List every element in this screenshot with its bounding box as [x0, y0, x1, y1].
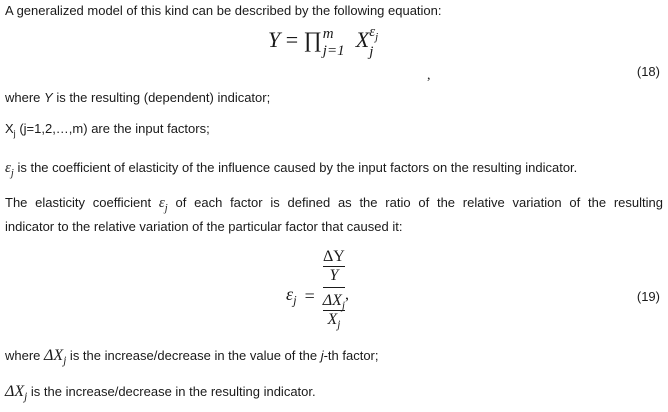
y-variable: Y [44, 90, 53, 105]
eq19-trailing-comma: , [345, 286, 350, 303]
x-factors-line: $X_j$ (j=1,2,…,m) are the input factors; [5, 121, 210, 139]
eq18-product-symbol: ∏ [303, 27, 322, 52]
eq18-lhs: Y [268, 27, 281, 52]
eq19-equals: = [304, 286, 315, 306]
eq19-y-denominator: Y [323, 266, 345, 285]
eq18-equals: = [285, 27, 299, 52]
epsilon-definition-line: $\varepsilon_j$ is the coefficient of elasticity of the influence caused by the input factors on the resulting indicator. [5, 160, 578, 179]
epsilon-symbol: $\varepsilon_j$ [5, 160, 14, 179]
equation-19 [286, 248, 349, 340]
where-y-line: where Y is the resulting (dependent) indicator; [5, 90, 271, 105]
eq18-number: (18) [636, 64, 660, 79]
elasticity-line-2: indicator to the relative variation of the particular factor that caused it: [5, 219, 403, 234]
equation-18 [268, 24, 391, 60]
eq19-delta-x: $\Delta X_j$ [322, 292, 346, 313]
eq18-base-subscript: j [369, 44, 374, 60]
eq18-base: X [355, 27, 370, 52]
eq18-exponent: $\varepsilon_j$ [369, 24, 379, 43]
eq19-x-denominator: $X_j$ [323, 310, 345, 329]
eq19-main-fraction [322, 248, 346, 332]
eq19-lhs: $\varepsilon_j$ [286, 284, 297, 308]
eq19-numerator [323, 248, 345, 285]
where-delta-x-line: where $\Delta X_j$ is the increase/decrease in the value of the j-th factor; [5, 347, 379, 368]
delta-x-symbol-2: $\Delta X_j$ [5, 383, 28, 404]
eq19-denominator [322, 292, 346, 332]
eq18-product-lower: j=1 [322, 43, 345, 59]
epsilon-j-inline: $\varepsilon_j$ [158, 195, 168, 214]
eq18-trailing-comma: , [427, 68, 431, 83]
eq19-number: (19) [636, 289, 660, 304]
elasticity-line-1: The elasticity coefficient $\varepsilon_j$ of each factor is defined as the ratio of the relative variation of the resulting [5, 195, 663, 214]
intro-text: A generalized model of this kind can be described by the following equation: [5, 3, 442, 18]
intro-paragraph [5, 3, 442, 19]
x-variable: X [5, 121, 14, 136]
eq19-delta-y: ΔY [322, 248, 345, 265]
eq19-main-bar [323, 287, 345, 290]
delta-x-symbol: $\Delta X_j$ [44, 347, 67, 368]
delta-result-line: $\Delta X_j$ is the increase/decrease in the resulting indicator. [5, 383, 316, 404]
eq18-product-upper: m [322, 26, 334, 42]
